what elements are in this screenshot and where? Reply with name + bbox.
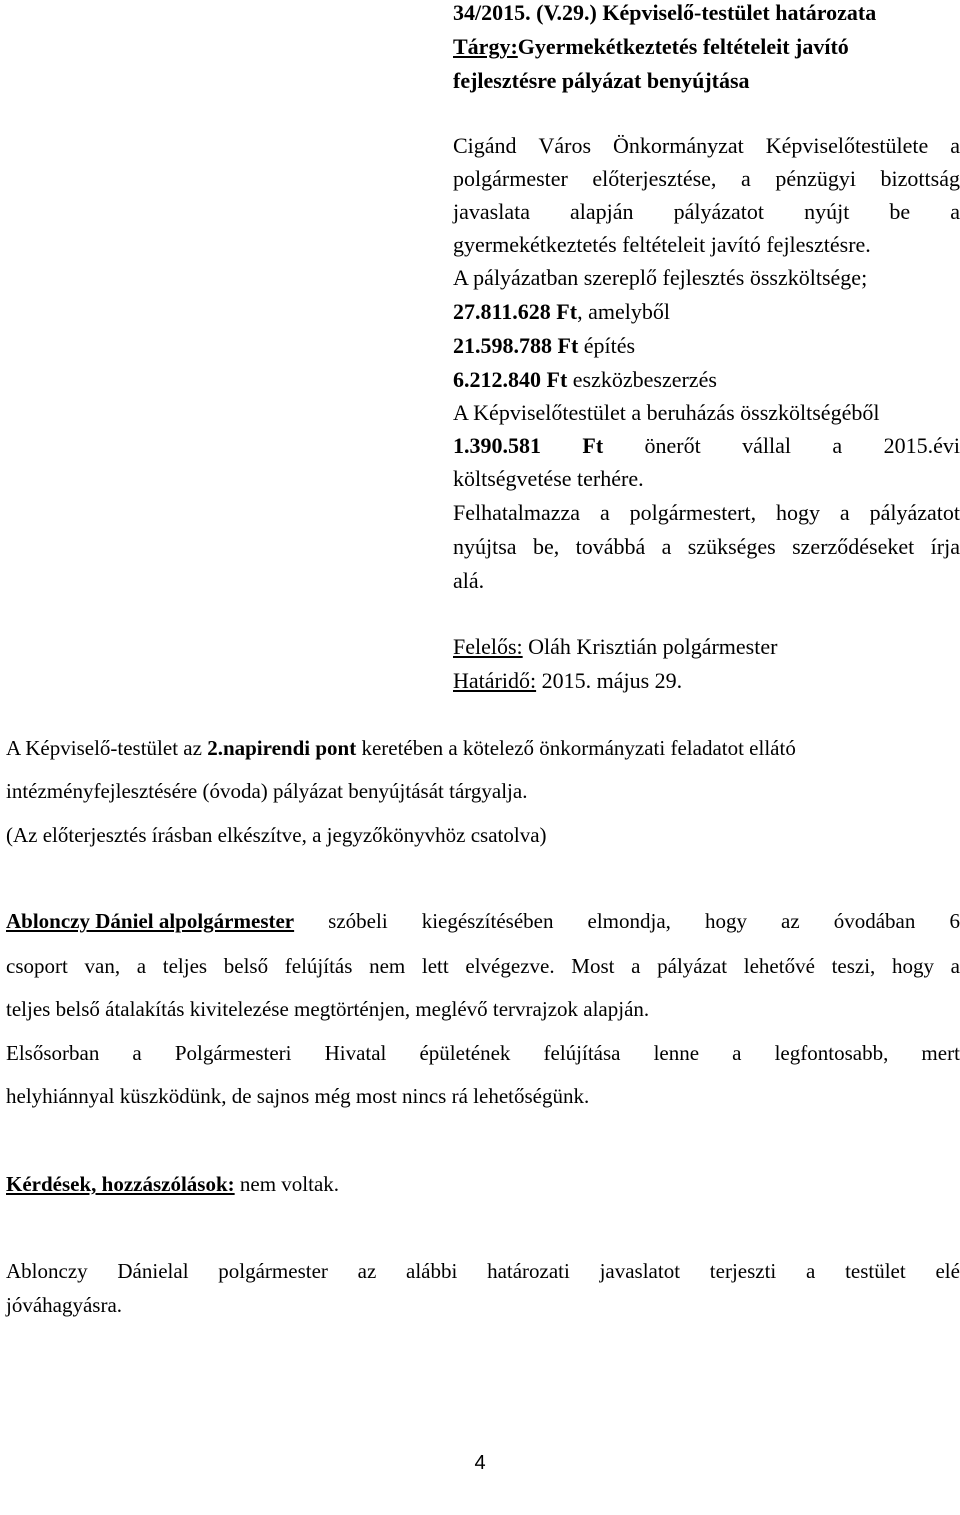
speech-line-2 [6, 956, 960, 977]
agenda-line-1: A Képviselő-testület az 2.napirendi pont keretében a kötelező önkormányzati feladatot ellátó [6, 736, 796, 760]
word: pályázatot [869, 500, 960, 525]
word: polgármester [218, 1259, 328, 1283]
resolution-para-line-1 [453, 135, 960, 157]
word: a [950, 199, 960, 224]
word: Polgármesteri [174, 1041, 292, 1065]
agenda-line-3: (Az előterjesztés írásban elkészítve, a jegyzőkönyvhöz csatolva) [6, 823, 547, 847]
deadline-label: Határidő: [453, 668, 537, 693]
word: Képviselőtestülete [765, 133, 929, 158]
word: teljes [162, 954, 208, 978]
word: terjeszti [709, 1259, 777, 1283]
word: teszi, [831, 954, 876, 978]
word: javaslata [453, 199, 530, 224]
word: hogy [776, 500, 820, 525]
speech-line-5: helyhiánnyal küszködünk, de sajnos még most nincs rá lehetőségünk. [6, 1084, 590, 1108]
word: az [781, 909, 800, 933]
word: a [132, 1041, 142, 1065]
responsible-label: Felelős: [453, 634, 523, 659]
word: lenne [653, 1041, 700, 1065]
word: épületének [419, 1041, 511, 1065]
word: van, [84, 954, 121, 978]
own-contribution-intro: A Képviselőtestület a beruházás összköltségéből [453, 400, 880, 425]
resolution-para-line-2 [453, 168, 960, 190]
page-number: 4 [474, 1452, 486, 1474]
total-cost: 27.811.628 Ft, amelyből [453, 299, 670, 324]
word: határozati [487, 1259, 570, 1283]
word: pályázatot [673, 199, 765, 224]
word: csoport [6, 954, 68, 978]
word: a [732, 1041, 742, 1065]
word: a [839, 500, 850, 525]
resolution-subject: Tárgy:Gyermekétkeztetés feltételeit javító [453, 34, 849, 59]
word: 1.390.581 [453, 433, 541, 458]
word: be, [532, 534, 560, 559]
word: a [806, 1259, 816, 1283]
authorization-line-3: alá. [453, 568, 485, 593]
resolution-subject-2: fejlesztésre pályázat benyújtása [453, 68, 750, 93]
word: polgármestert, [629, 500, 757, 525]
word: a [661, 534, 672, 559]
word: Város [538, 133, 592, 158]
word: a [136, 954, 147, 978]
word: alapján [570, 199, 634, 224]
word: elvégezve. [465, 954, 555, 978]
equipment-cost: 6.212.840 Ft eszközbeszerzés [453, 367, 717, 392]
word: 6 [949, 909, 960, 933]
deadline: Határidő: 2015. május 29. [453, 668, 683, 693]
cost-intro: A pályázatban szereplő fejlesztés összköltsége; [453, 265, 868, 290]
speech-line-4 [6, 1043, 960, 1064]
word: vállal [742, 433, 792, 458]
word: a [950, 954, 960, 978]
subject-label: Tárgy: [453, 34, 518, 59]
word: a [832, 433, 843, 458]
word: a [950, 133, 960, 158]
word: előterjesztése, [592, 166, 717, 191]
word: pályázat [657, 954, 728, 978]
word: felújítás [284, 954, 353, 978]
authorization-line-1 [453, 502, 960, 524]
word: bizottság [880, 166, 960, 191]
word: lett [421, 954, 449, 978]
word: Ablonczy Dániel alpolgármester [6, 909, 295, 933]
word: elmondja, [587, 909, 671, 933]
resolution-para-line-4: gyermekétkeztetés feltételeit javító fejlesztésre. [453, 232, 871, 257]
word: polgármester [453, 166, 568, 191]
word: testület [845, 1259, 906, 1283]
resolution-number: 34/2015. (V.29.) [453, 0, 597, 25]
word: belső [223, 954, 269, 978]
questions: Kérdések, hozzászólások: nem voltak. [6, 1172, 340, 1196]
speech-line-3: teljes belső átalakítás kivitelezése megtörténjen, meglévő tervrajzok alapján. [6, 997, 650, 1021]
word: mert [921, 1041, 960, 1065]
word: Önkormányzat [613, 133, 744, 158]
word: Felhatalmazza [453, 500, 581, 525]
word: szükséges [687, 534, 776, 559]
word: Elsősorban [6, 1041, 100, 1065]
agenda-line-2: intézményfejlesztésére (óvoda) pályázat benyújtását tárgyalja. [6, 779, 528, 803]
word: írja [930, 534, 960, 559]
word: Ft [582, 433, 604, 458]
word: nyújtsa [453, 534, 517, 559]
word: pénzügyi [775, 166, 856, 191]
word: a [599, 500, 610, 525]
resolution-title: 34/2015. (V.29.) Képviselő-testület határozata [453, 0, 877, 25]
word: Cigánd [453, 133, 517, 158]
word: óvodában [833, 909, 916, 933]
word: hogy [891, 954, 934, 978]
word: továbbá [575, 534, 646, 559]
word: nyújt [804, 199, 850, 224]
word: lehetővé [743, 954, 815, 978]
word: az [357, 1259, 377, 1283]
word: alábbi [406, 1259, 458, 1283]
word: önerőt [644, 433, 701, 458]
questions-label: Kérdések, hozzászólások: [6, 1172, 235, 1196]
word: felújítása [543, 1041, 621, 1065]
word: Dánielal [117, 1259, 189, 1283]
word: Hivatal [324, 1041, 387, 1065]
resolution-para-line-3 [453, 201, 960, 223]
proposal-line-1 [6, 1261, 960, 1282]
word: 2015.évi [883, 433, 960, 458]
word: szóbeli [328, 909, 388, 933]
word: szerződéseket [792, 534, 915, 559]
word: Ablonczy [6, 1259, 88, 1283]
responsible: Felelős: Oláh Krisztián polgármester [453, 634, 778, 659]
proposal-line-2: jóváhagyásra. [6, 1293, 123, 1317]
word: be [889, 199, 911, 224]
word: hogy [704, 909, 747, 933]
authorization-line-2 [453, 536, 960, 558]
own-contribution-line [453, 435, 960, 457]
word: a [740, 166, 751, 191]
word: a [631, 954, 641, 978]
word: nem [369, 954, 406, 978]
word: elé [935, 1259, 960, 1283]
word: legfontosabb, [774, 1041, 889, 1065]
word: Most [571, 954, 615, 978]
word: javaslatot [599, 1259, 681, 1283]
word: kiegészítésében [421, 909, 554, 933]
own-contribution-line-2: költségvetése terhére. [453, 466, 644, 491]
building-cost: 21.598.788 Ft építés [453, 333, 636, 358]
speech-line-1 [6, 911, 960, 932]
